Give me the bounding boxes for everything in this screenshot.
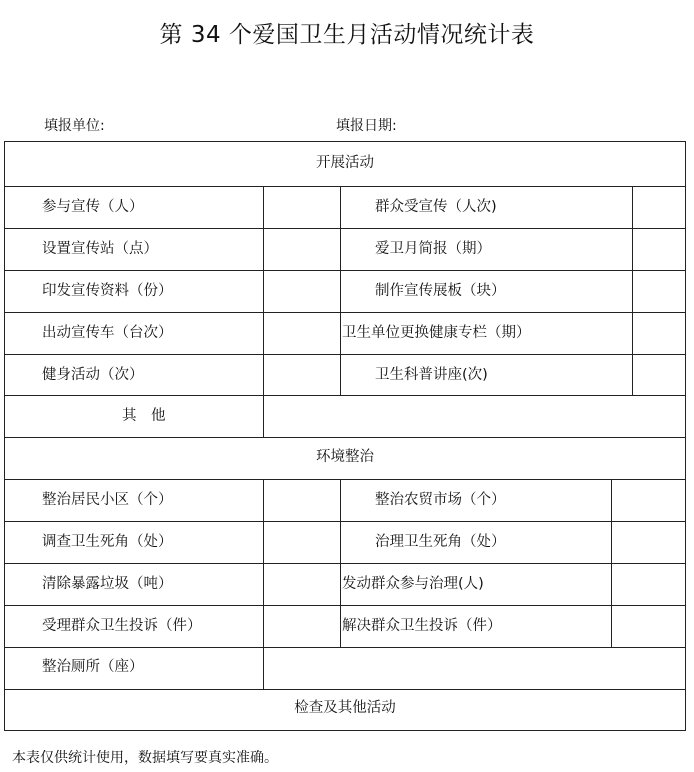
table-border-left xyxy=(4,141,5,731)
row-label: 印发宣传资料（份） xyxy=(42,283,173,299)
row-label: 整治农贸市场（个） xyxy=(375,492,506,508)
table-rule xyxy=(4,521,686,522)
row-label: 设置宣传站（点） xyxy=(42,241,158,257)
statistics-table xyxy=(4,141,686,731)
table-rule xyxy=(4,689,686,690)
table-rule xyxy=(4,647,686,648)
row-label: 出动宣传车（台次） xyxy=(42,325,173,341)
row-label: 卫生科普讲座(次) xyxy=(375,367,488,383)
row-label: 卫生单位更换健康专栏（期） xyxy=(342,325,531,341)
table-border-bottom xyxy=(4,730,686,731)
row-label: 解决群众卫生投诉（件） xyxy=(342,618,502,634)
table-rule xyxy=(4,605,686,606)
row-label: 受理群众卫生投诉（件） xyxy=(42,618,202,634)
page-title: 第 34 个爱国卫生月活动情况统计表 xyxy=(159,22,535,48)
row-label: 健身活动（次） xyxy=(42,367,144,383)
table-rule xyxy=(4,270,686,271)
table-rule xyxy=(340,186,341,395)
table-border-right xyxy=(685,141,686,731)
reporting-unit-label: 填报单位: xyxy=(44,118,105,134)
row-label: 发动群众参与治理(人) xyxy=(342,576,484,592)
row-label: 整治居民小区（个） xyxy=(42,492,173,508)
table-rule xyxy=(4,479,686,480)
row-label: 参与宣传（人） xyxy=(42,199,144,215)
row-label: 调查卫生死角（处） xyxy=(42,534,173,550)
section-header-inspection: 检查及其他活动 xyxy=(294,700,396,716)
row-label: 群众受宣传（人次) xyxy=(375,199,497,215)
table-rule xyxy=(4,228,686,229)
row-label: 制作宣传展板（块） xyxy=(375,283,506,299)
table-rule xyxy=(4,563,686,564)
row-label-other: 其 他 xyxy=(122,408,166,424)
table-rule xyxy=(263,479,264,689)
row-label: 治理卫生死角（处） xyxy=(375,534,506,550)
table-rule xyxy=(263,186,264,437)
table-border-top xyxy=(4,141,686,142)
table-rule xyxy=(4,437,686,438)
table-rule xyxy=(632,186,633,395)
row-label: 清除暴露垃圾（吨） xyxy=(42,576,173,592)
section-header-environment: 环境整治 xyxy=(316,449,374,465)
table-rule xyxy=(4,354,686,355)
row-label: 整治厕所（座） xyxy=(42,659,144,675)
table-rule xyxy=(4,312,686,313)
row-label: 爱卫月简报（期） xyxy=(375,241,491,257)
section-header-activities: 开展活动 xyxy=(316,155,374,171)
table-rule xyxy=(4,395,686,396)
footnote: 本表仅供统计使用，数据填写要真实准确。 xyxy=(12,750,278,766)
reporting-date-label: 填报日期: xyxy=(336,118,397,134)
table-rule xyxy=(611,479,612,647)
table-rule xyxy=(4,186,686,187)
table-rule xyxy=(340,479,341,647)
